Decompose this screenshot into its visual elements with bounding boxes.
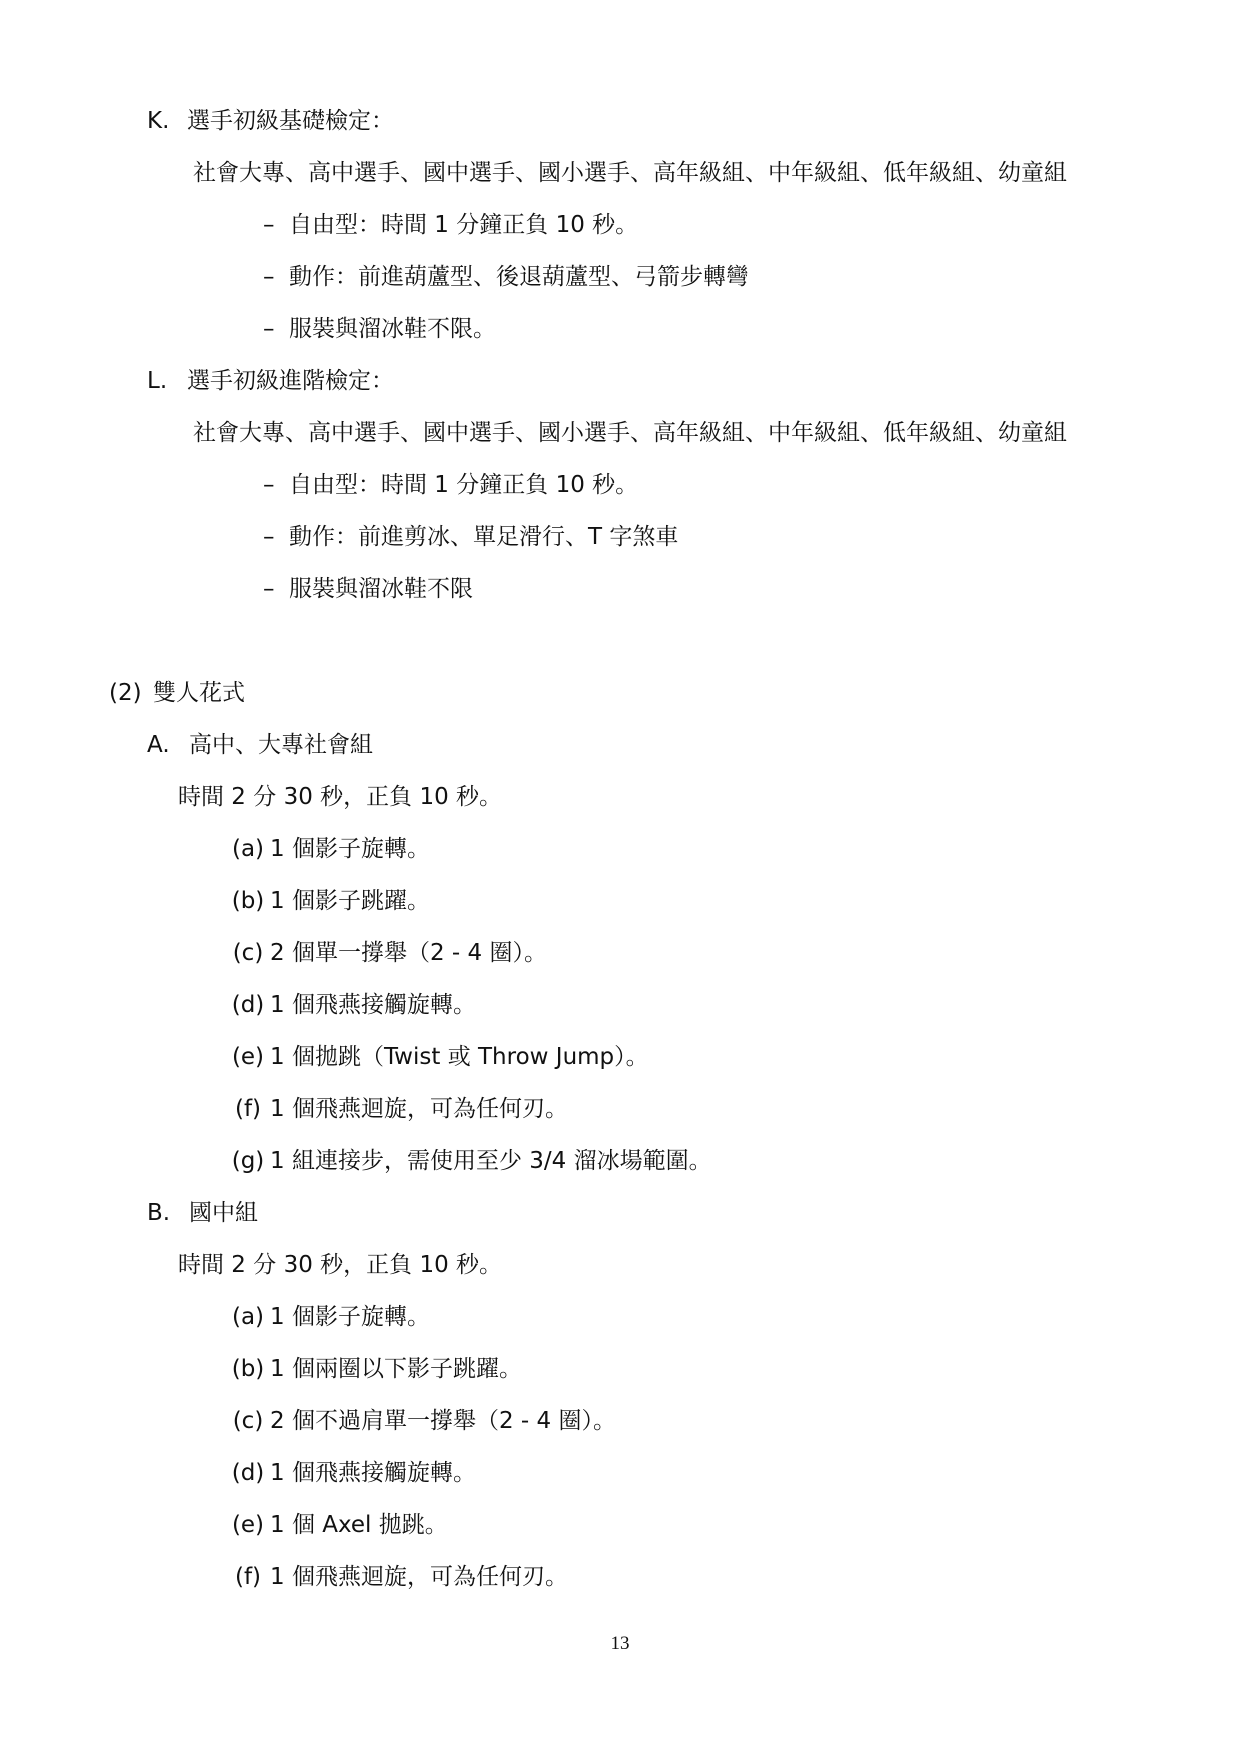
item-marker: (g)	[231, 1148, 265, 1174]
subsection-marker: A.	[147, 732, 170, 758]
subsection-marker: B.	[147, 1200, 171, 1226]
bullet-item: – 服裝與溜冰鞋不限。	[263, 316, 496, 342]
dash-bullet: –	[263, 524, 275, 550]
item-marker: (d)	[231, 992, 265, 1018]
list-item	[226, 1562, 568, 1592]
list-item	[226, 938, 547, 968]
item-text: 1 個飛燕接觸旋轉。	[270, 1460, 476, 1486]
list-item	[226, 1458, 476, 1488]
item-marker: (b)	[231, 888, 265, 914]
item-text: 1 個影子旋轉。	[270, 1304, 430, 1330]
subsection-b-heading	[147, 1198, 258, 1228]
list-item	[226, 1510, 448, 1540]
item-marker: (d)	[231, 1460, 265, 1486]
item-text: 1 組連接步，需使用至少 3/4 溜冰場範圍。	[270, 1148, 712, 1174]
dash-bullet: –	[263, 212, 275, 238]
subsection-a-heading	[147, 730, 373, 760]
bullet-item: – 自由型：時間 1 分鐘正負 10 秒。	[263, 472, 639, 498]
bullet-item: – 動作：前進葫蘆型、後退葫蘆型、弓箭步轉彎	[263, 264, 749, 290]
section-k-groups: 社會大專、高中選手、國中選手、國小選手、高年級組、中年級組、低年級組、幼童組	[193, 160, 1067, 186]
item-text: 2 個不過肩單一撐舉（2 - 4 圈）。	[270, 1408, 616, 1434]
dash-bullet: –	[263, 576, 275, 602]
bullet-item: – 動作：前進剪冰、單足滑行、T 字煞車	[263, 524, 679, 550]
item-text: 1 個飛燕接觸旋轉。	[270, 992, 476, 1018]
item-marker: (f)	[234, 1564, 262, 1590]
list-item	[226, 990, 476, 1020]
section-k-heading	[147, 106, 394, 136]
list-item	[226, 1302, 430, 1332]
item-text: 2 個單一撐舉（2 - 4 圈）。	[270, 940, 547, 966]
list-item	[226, 1406, 616, 1436]
section-marker: L.	[147, 368, 168, 394]
bullet-item: – 服裝與溜冰鞋不限	[263, 576, 473, 602]
section-marker: (2)	[109, 680, 142, 706]
subsection-title: 國中組	[189, 1200, 258, 1226]
list-item	[226, 1042, 649, 1072]
section-l-groups: 社會大專、高中選手、國中選手、國小選手、高年級組、中年級組、低年級組、幼童組	[193, 420, 1067, 446]
item-text: 1 個飛燕迴旋，可為任何刃。	[270, 1564, 568, 1590]
item-text: 1 個 Axel 拋跳。	[270, 1512, 448, 1538]
item-marker: (e)	[231, 1044, 265, 1070]
section-marker: K.	[147, 108, 170, 134]
list-item	[226, 1146, 712, 1176]
list-item	[226, 834, 430, 864]
time-rule: 時間 2 分 30 秒，正負 10 秒。	[178, 1252, 503, 1278]
item-marker: (c)	[232, 940, 264, 966]
item-marker: (f)	[234, 1096, 262, 1122]
item-marker: (e)	[231, 1512, 265, 1538]
list-item	[226, 886, 430, 916]
section-l-heading	[147, 366, 394, 396]
dash-bullet: –	[263, 264, 275, 290]
subsection-title: 高中、大專社會組	[189, 732, 373, 758]
bullet-item: – 自由型：時間 1 分鐘正負 10 秒。	[263, 212, 639, 238]
pairs-heading	[109, 678, 245, 708]
dash-bullet: –	[263, 472, 275, 498]
section-title: 選手初級進階檢定：	[187, 368, 394, 394]
dash-bullet: –	[263, 316, 275, 342]
section-title: 選手初級基礎檢定：	[187, 108, 394, 134]
item-text: 1 個飛燕迴旋，可為任何刃。	[270, 1096, 568, 1122]
item-text: 1 個拋跳（Twist 或 Throw Jump）。	[270, 1044, 649, 1070]
time-rule: 時間 2 分 30 秒，正負 10 秒。	[178, 784, 503, 810]
list-item	[226, 1354, 522, 1384]
item-marker: (b)	[231, 1356, 265, 1382]
item-text: 1 個影子旋轉。	[270, 836, 430, 862]
item-marker: (c)	[232, 1408, 264, 1434]
list-item	[226, 1094, 568, 1124]
page-number: 13	[610, 1633, 630, 1654]
item-marker: (a)	[231, 836, 265, 862]
item-text: 1 個影子跳躍。	[270, 888, 430, 914]
section-title: 雙人花式	[153, 680, 245, 706]
item-text: 1 個兩圈以下影子跳躍。	[270, 1356, 522, 1382]
item-marker: (a)	[231, 1304, 265, 1330]
